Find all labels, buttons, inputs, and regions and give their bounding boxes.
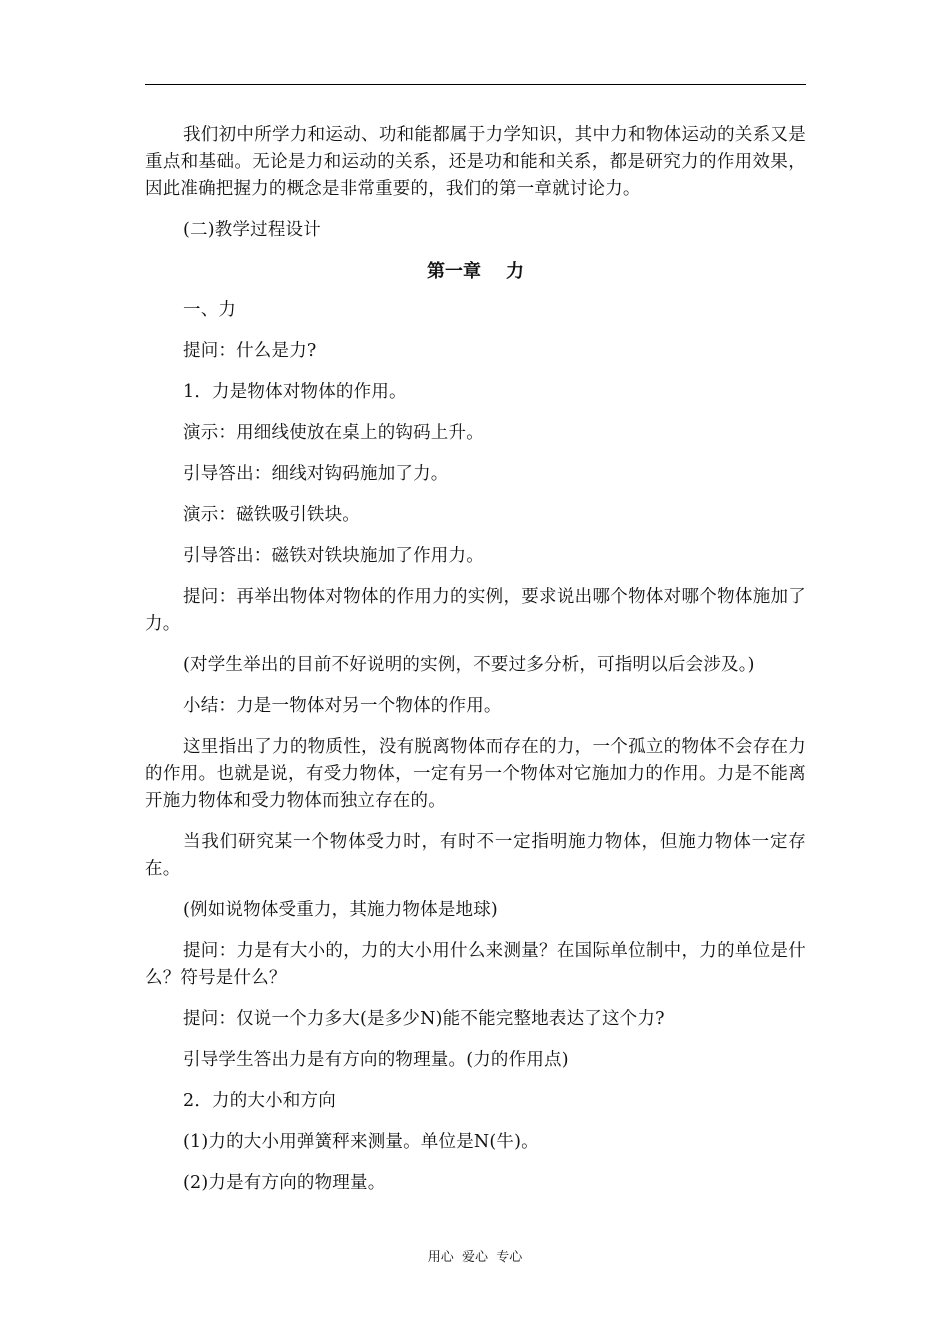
point-spring-scale: (1)力的大小用弹簧秤来测量。单位是N(牛)。 [183, 1132, 539, 1152]
demo-thread-weight: 演示：用细线使放在桌上的钩码上升。 [183, 423, 484, 443]
example-gravity: (例如说物体受重力，其施力物体是地球) [183, 900, 498, 920]
summary-force: 小结：力是一物体对另一个物体的作用。 [183, 696, 502, 716]
point-force-definition: 1．力是物体对物体的作用。 [183, 382, 407, 402]
guide-direction: 引导学生答出力是有方向的物理量。(力的作用点) [183, 1050, 569, 1070]
explanation-material-nature: 这里指出了力的物质性，没有脱离物体而存在的力，一个孤立的物体不会存在力的作用。也就是说，有受力物体，一定有另一个物体对它施加力的作用。力是不能离开施力物体和受力物体而独立存在的。 [145, 737, 806, 811]
page-footer: 用心 爱心 专心 [427, 1250, 523, 1265]
chapter-title: 第一章 力 [426, 261, 525, 282]
demo-magnet: 演示：磁铁吸引铁块。 [183, 505, 360, 525]
question-what-is-force: 提问：什么是力? [183, 341, 317, 361]
explanation-applying-object: 当我们研究某一个物体受力时，有时不一定指明施力物体，但施力物体一定存在。 [145, 832, 806, 879]
point-vector-quantity: (2)力是有方向的物理量。 [183, 1173, 386, 1193]
section-heading-teaching-design: (二)教学过程设计 [183, 220, 321, 240]
section-heading-force: 一、力 [183, 300, 237, 320]
document-body [145, 122, 806, 1211]
note-examples: (对学生举出的目前不好说明的实例，不要过多分析，可指明以后会涉及。) [183, 655, 755, 675]
intro-paragraph: 我们初中所学力和运动、功和能都属于力学知识，其中力和物体运动的关系又是重点和基础。无论是力和运动的关系，还是功和能和关系，都是研究力的作用效果，因此准确把握力的概念是非常重要的，我们的第一章就讨论力。 [145, 125, 806, 199]
question-force-complete: 提问：仅说一个力多大(是多少N)能不能完整地表达了这个力? [183, 1009, 665, 1029]
question-examples: 提问：再举出物体对物体的作用力的实例，要求说出哪个物体对哪个物体施加了力。 [145, 587, 806, 634]
question-force-magnitude: 提问：力是有大小的，力的大小用什么来测量？在国际单位制中，力的单位是什么？符号是什么？ [145, 941, 806, 988]
header-rule [145, 84, 806, 85]
answer-magnet-force: 引导答出：磁铁对铁块施加了作用力。 [183, 546, 484, 566]
answer-thread-force: 引导答出：细线对钩码施加了力。 [183, 464, 449, 484]
point-magnitude-direction: 2．力的大小和方向 [183, 1091, 336, 1111]
